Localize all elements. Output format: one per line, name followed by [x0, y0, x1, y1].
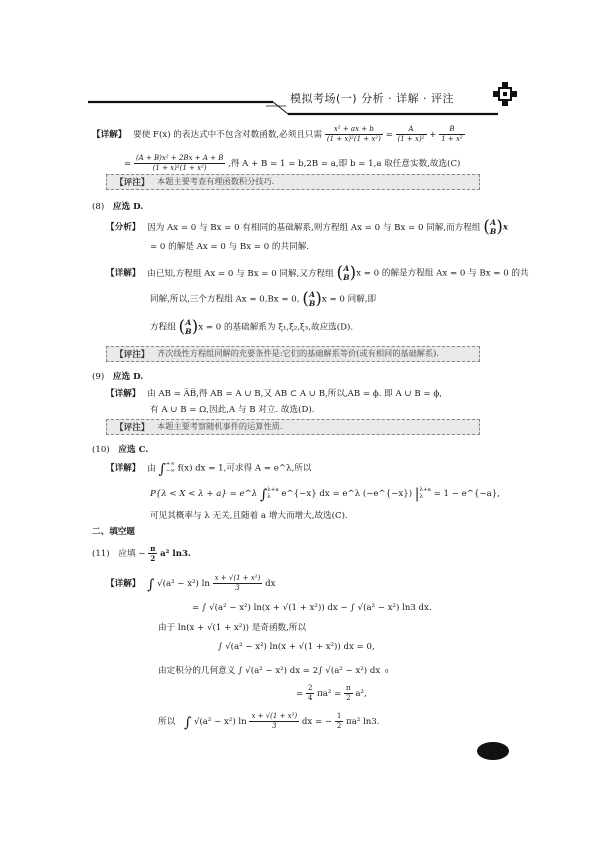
sec10-detail-tag: 【详解】: [106, 463, 141, 474]
header-rule: [88, 100, 498, 116]
sec7-text: 要使 F(x) 的表达式中不包含对数函数,必须且只需: [133, 130, 323, 140]
sec9-answer: (9) 应选 D.: [92, 372, 144, 382]
sec8-detail-line2: 同解,所以,三个方程组 Ax = 0,Bx = 0, ( A B )x = 0 同解,即: [150, 288, 377, 309]
sec7-fraction-3: $\frac{B}{\text{1 + x²}}$: [441, 125, 463, 143]
sec11-answer: (11) 应填 − $\frac{\pi}{2}$ a² ln3.: [92, 544, 191, 563]
fill-blank-heading: 二、填空题: [92, 527, 135, 537]
sec8-note-box: [106, 346, 480, 362]
sec11-detail-line4: ∫ √(a² − x²) ln(x + √(1 + x²)) dx = 0,: [218, 642, 375, 652]
sec7-fraction-1: $\frac{\text{x² + ax + b}}{\text{(1 + x)²(1 + x²)}}$: [326, 125, 381, 143]
sec10-detail-line1: 【详解】 由 ∫ +∞ −∞ f(x) dx = 1,可求得 A = e^λ,所以: [106, 461, 312, 478]
sec7-note-box: [106, 174, 480, 190]
sec7-line1: 【详解】 要使 F(x) 的表达式中不包含对数函数,必须且只需 $\frac{\text{x² + ax + b}}{\text{(1 + x)²(1 + x²)}}$ = $\frac{A}{\text{(1 + x)²}}$ + $\frac{B}{\text{1 + x²}}$: [92, 125, 463, 143]
sec8-analysis-tag: 【分析】: [106, 222, 141, 233]
sec9-detail-line1: 【详解】 由 AB = A̅B̅,得 AB = A ∪ B,又 AB ⊂ A ∪ B,所以,AB = ϕ. 即 A ∪ B = ϕ,: [106, 389, 442, 399]
sec11-detail-tag: 【详解】: [106, 579, 141, 589]
sec7-conclusion: ,得 A + B = 1 = b,2B = a,即 b = 1,a 取任意实数,故选(C): [228, 159, 461, 169]
sec9-detail-tag: 【详解】: [106, 389, 141, 399]
integral-sign: ∫: [158, 461, 166, 478]
sec10-detail-line2: P{λ < X < λ + a} = e^λ ∫ λ+a λ e^{−x} dx = e^λ (−e^{−x}) | λ+a λ = 1 − e^{−a},: [150, 486, 500, 503]
sec11-detail-line3: 由于 ln(x + √(1 + x²)) 是奇函数,所以: [158, 623, 307, 633]
sec11-detail-line5: 由定积分的几何意义 ∫ √(a² − x²) dx = 2∫ √(a² − x²) dx 0: [158, 666, 389, 676]
sec11-detail-line2: = ∫ √(a² − x²) ln(x + √(1 + x²)) dx − ∫ √(a² − x²) ln3 dx.: [192, 603, 432, 613]
sec7-note-text: 本题主要考查有理函数积分技巧.: [157, 176, 275, 186]
sec8-analysis-line1: 【分析】 因为 Ax = 0 与 Bx = 0 有相同的基础解系,则方程组 Ax = 0 与 Bx = 0 同解,而方程组 ( A B )x: [106, 216, 509, 237]
sec7-detail-tag: 【详解】: [92, 130, 127, 140]
sec9-note-text: 本题主要考察随机事件的运算性质.: [157, 421, 283, 431]
sec7-fraction-2: $\frac{A}{\text{(1 + x)²}}$: [397, 125, 425, 143]
sec11-detail-line6: = $\frac{2}{4}$ πa² = $\frac{\pi}{2}$ a²,: [296, 684, 367, 702]
sec7-line2: = $\frac{\text{(A + B)x² + 2Bx + A + B}}{\text{(1 + x)²(1 + x²)}}$ ,得 A + B = 1 = b,2B = a,即 b = 1,a 取任意实数,故选(C): [124, 154, 461, 172]
sec8-detail-tag: 【详解】: [106, 268, 141, 279]
sec10-answer: (10) 应选 C.: [92, 445, 149, 455]
sec9-note-tag: 【评注】: [115, 423, 150, 433]
sec8-detail-line1: 【详解】 由已知,方程组 Ax = 0 与 Bx = 0 同解,又方程组 ( A B )x = 0 的解是方程组 Ax = 0 与 Bx = 0 的共: [106, 262, 529, 283]
sec7-fraction-4: $\frac{\text{(A + B)x² + 2Bx + A + B}}{\text{(1 + x)²(1 + x²)}}$: [135, 154, 224, 172]
sec8-detail-line3: 方程组 ( A B )x = 0 的基础解系为 ξ₁,ξ₂,ξ₃,故应选(D).: [150, 316, 354, 337]
header-title: 模拟考场(一) 分析 · 详解 · 评注: [290, 92, 455, 105]
page-number-oval-icon: [476, 741, 510, 761]
pixel-ornament-icon: [493, 82, 519, 108]
sec10-detail-line3: 可见其概率与 λ 无关,且随着 a 增大而增大,故选(C).: [150, 511, 348, 521]
sec11-detail-line1: 【详解】 ∫ √(a² − x²) ln $\frac{\text{x + √(1 + x²)}}{3}$ dx: [106, 574, 276, 593]
sec11-detail-line7: 所以 ∫ √(a² − x²) ln $\frac{\text{x + √(1 + x²)}}{3}$ dx = − $\frac{1}{2}$ πa² ln3.: [158, 712, 380, 731]
sec8-analysis-line2: = 0 的解是 Ax = 0 与 Bx = 0 的共同解.: [150, 242, 310, 252]
sec7-note-tag: 【评注】: [115, 178, 150, 188]
sec8-note-text: 齐次线性方程组同解的充要条件是:它们的基础解系等价(或有相同的基础解系).: [157, 348, 439, 358]
sec9-detail-line2: 有 A ∪ B = Ω,因此,A 与 B 对立. 故选(D).: [150, 405, 315, 415]
sec9-note-box: [106, 419, 480, 435]
sec8-answer: (8) 应选 D.: [92, 202, 144, 212]
sec8-note-tag: 【评注】: [115, 350, 150, 360]
